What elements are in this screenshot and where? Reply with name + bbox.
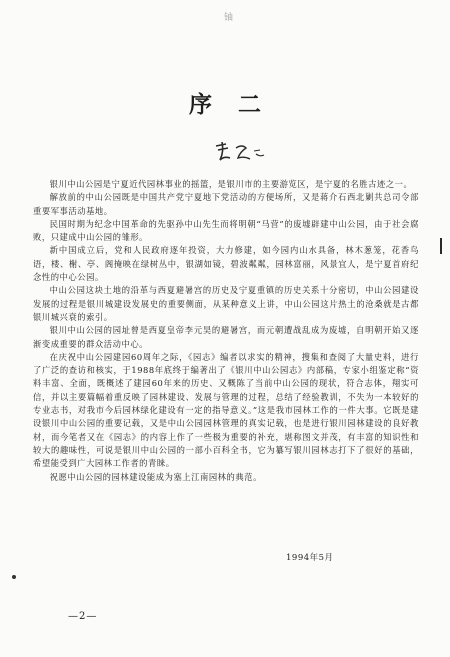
- page-title: 序二: [189, 91, 287, 118]
- paragraph: 民国时期为纪念中国革命的先驱孙中山先生而将明朝“马营”的废墟辟建中山公园，由于社会腐败，只建成中山公园的雏形。: [33, 218, 419, 243]
- paragraph: 在庆祝中山公园建园60周年之际，《园志》编者以求实的精神，搜集和查阅了大量史料，进行了广泛的查访和核实，于1988年底终于编著出了《银川中山公园志》内部稿，专家小组鉴定称“资料丰富、全面，既概述了建园60年来的历史、又概陈了当前中山公园的现状，符合志体，翔实可信，并以主要篇幅着重反映了园林建设、发展与管理的过程，总结了经验教训，不失为一本较好的专业志书，对我市今后园林绿化建设有一定的指导意义。”这是我市园林工作的一件大事。它既是建设银川中山公园的重要记载，又是中山公园园林管理的真实记载，也是进行银川园林建设的良好教材，而今笔者又在《园志》的内容上作了一些极为重要的补充，堪称图文并茂，有丰富的知识性和较大的趣味性，可说是银川中山公园的一部小百科全书，它为纂写银川园林志打下了很好的基础，希望能受到广大园林工作者的青睐。: [33, 351, 419, 469]
- paragraph: 银川中山公园的园址曾是西夏皇帝李元昊的避暑宫，而元朝遭战乱成为废墟，自明朝开始又逐渐变成重要的群众活动中心。: [33, 325, 419, 349]
- paragraph: 银川中山公园是宁夏近代园林事业的摇篮，是银川市的主要游览区，是宁夏的名胜古迹之一。: [49, 179, 413, 189]
- page-number: —2—: [68, 611, 98, 622]
- paragraph: 祝愿中山公园的园林建设能成为塞上江南园林的典范。: [49, 471, 262, 482]
- handwritten-signature: [210, 138, 270, 164]
- scan-mark: 铀: [224, 13, 235, 23]
- margin-dot: [12, 575, 16, 579]
- date-line: 1994年5月: [286, 553, 334, 563]
- preface-body: [33, 178, 419, 484]
- paragraph: 新中国成立后，党和人民政府逐年投资，大力修建，如今园内山水具备，林木葱笼，花香鸟语，楼、榭、亭、阁掩映在绿树丛中，银湖如镜，碧波粼粼，园林富丽，风景宜人，是宁夏首府纪念性的中心公园。: [33, 245, 419, 283]
- paragraph: 中山公园这块土地的沿革与西夏避暑宫的历史及宁夏重镇的历史关系十分密切，中山公园建设发展的过程是银川城建设发展史的重要侧面，从某种意义上讲，中山公园这片热土的沧桑就是古都银川城兴衰的索引。: [33, 285, 419, 322]
- edge-mark: [440, 238, 442, 254]
- paragraph: 解放前的中山公园既是中国共产党宁夏地下党活动的方便场所，又是蒋介石西北剿共总司令部重要军事活动基地。: [33, 192, 419, 216]
